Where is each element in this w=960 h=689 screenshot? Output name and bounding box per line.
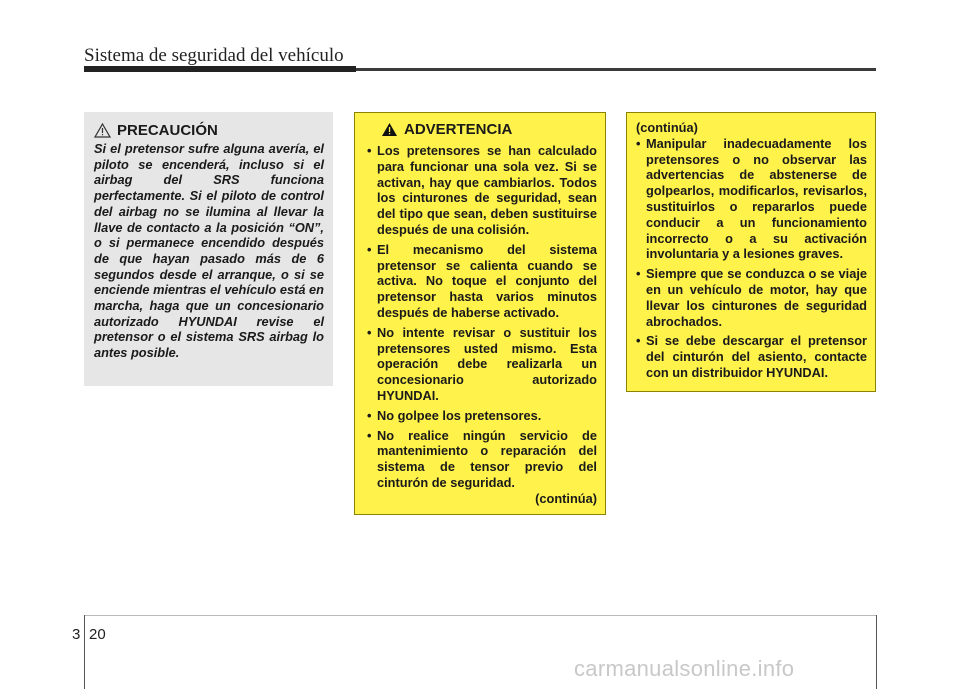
watermark: carmanualsonline.info	[574, 656, 795, 681]
caution-triangle-icon	[94, 123, 111, 138]
warning-header	[381, 121, 597, 138]
list-item: • El mecanismo del sistema pretensor se calienta cuando se activa. No toque el conjunto del pretensor hasta varios minutos después de haberse activado.	[367, 242, 597, 321]
list-item: • Manipular inadecuadamente los pretensores o no observar las advertencias de abstenerse de golpearlos, modificarlos, revisarlos, sustituirlos o repararlos puede conducir a un funcionamiento incorrecto o a su activación involuntaria y a lesiones graves.	[636, 136, 867, 262]
continues-note: (continúa)	[535, 490, 597, 506]
list-item: • No intente revisar o sustituir los pretensores usted mismo. Esta operación debe realizarla un concesionario autorizado HYUNDAI.	[367, 325, 597, 404]
list-item: • No realice ningún servicio de mantenimiento o reparación del sistema de tensor previo del cinturón de seguridad.	[367, 428, 597, 491]
caution-title: PRECAUCIÓN	[117, 122, 218, 139]
caution-header	[94, 122, 324, 139]
continuation-list	[636, 136, 867, 381]
warning-triangle-icon	[381, 122, 398, 137]
footer-left-rule	[84, 615, 85, 689]
header-divider-accent	[84, 66, 356, 72]
footer-right-rule	[876, 615, 877, 689]
continuation-heading: (continúa)	[636, 120, 698, 135]
footer-divider	[84, 615, 876, 616]
list-item: • Los pretensores se han calculado para funcionar una sola vez. Si se activan, hay que cambiarlos. Todos los cinturones de seguridad, sean del tipo que sean, deben sustituirse después de una colisión.	[367, 143, 597, 238]
caution-text: Si el pretensor sufre alguna avería, el piloto se encenderá, incluso si el airbag del SRS funciona perfectamente. Si el piloto de control del airbag no se ilumina al llevar la llave de contacto a la posición “ON”, o si permanece encendido después de que hayan pasado más de 6 segundos desde el arranque, o si se enciende mientras el vehículo está en marcha, haga que un concesionario autorizado HYUNDAI revise el pretensor o el sistema SRS airbag lo antes posible.	[94, 141, 324, 361]
warning-list	[367, 143, 597, 491]
chapter-number: 3	[72, 626, 81, 643]
warning-box	[354, 112, 606, 515]
list-item: • Siempre que se conduzca o se viaje en un vehículo de motor, hay que llevar los cinturones de seguridad abrochados.	[636, 266, 867, 329]
page-number: 20	[89, 626, 106, 643]
caution-box	[84, 112, 333, 386]
page-title: Sistema de seguridad del vehículo	[84, 45, 344, 66]
warning-title: ADVERTENCIA	[404, 121, 513, 138]
list-item: • No golpee los pretensores.	[367, 408, 597, 424]
continuation-box	[626, 112, 876, 392]
list-item: • Si se debe descargar el pretensor del cinturón del asiento, contacte con un distribuidor HYUNDAI.	[636, 333, 867, 380]
